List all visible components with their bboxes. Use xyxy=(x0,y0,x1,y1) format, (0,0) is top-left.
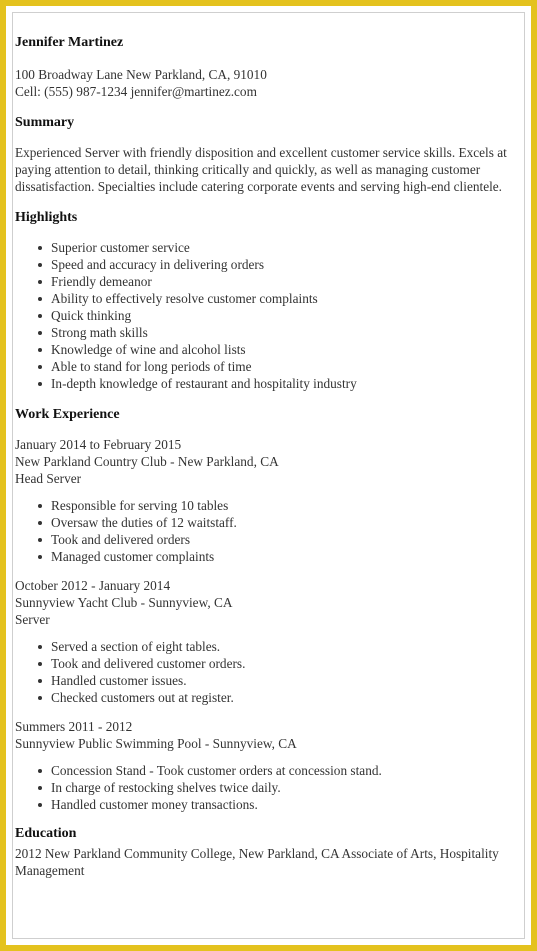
resume-content xyxy=(15,34,525,879)
job-dates: January 2014 to February 2015 xyxy=(15,437,182,452)
list-item: Handled customer issues. xyxy=(51,672,525,689)
summary-heading: Summary xyxy=(15,115,75,130)
education-section xyxy=(15,825,525,879)
list-item: Took and delivered orders xyxy=(51,531,525,548)
list-item: Concession Stand - Took customer orders at concession stand. xyxy=(51,762,525,779)
job-duties xyxy=(15,638,525,706)
job-dates: October 2012 - January 2014 xyxy=(15,578,171,593)
list-item: Managed customer complaints xyxy=(51,548,525,565)
education-heading: Education xyxy=(15,826,77,841)
job-title: Server xyxy=(15,612,50,627)
job-employer: Sunnyview Yacht Club - Sunnyview, CA xyxy=(15,595,233,610)
highlights-list xyxy=(15,239,525,392)
education-text: 2012 New Parkland Community College, New Parkland, CA Associate of Arts, Hospitality Management xyxy=(15,846,499,878)
job-entry xyxy=(15,436,525,565)
list-item: Served a section of eight tables. xyxy=(51,638,525,655)
address-line: 100 Broadway Lane New Parkland, CA, 91010 xyxy=(15,67,267,82)
job-duties xyxy=(15,497,525,565)
contact-line: Cell: (555) 987-1234 jennifer@martinez.com xyxy=(15,84,257,99)
candidate-name: Jennifer Martinez xyxy=(15,35,124,50)
list-item: Oversaw the duties of 12 waitstaff. xyxy=(51,514,525,531)
list-item: In charge of restocking shelves twice daily. xyxy=(51,779,525,796)
list-item: Handled customer money transactions. xyxy=(51,796,525,813)
job-entry xyxy=(15,577,525,706)
list-item: Knowledge of wine and alcohol lists xyxy=(51,341,525,358)
list-item: Strong math skills xyxy=(51,324,525,341)
list-item: Able to stand for long periods of time xyxy=(51,358,525,375)
work-heading: Work Experience xyxy=(15,407,120,422)
job-entry xyxy=(15,718,525,813)
job-employer: Sunnyview Public Swimming Pool - Sunnyview, CA xyxy=(15,736,297,751)
list-item: Superior customer service xyxy=(51,239,525,256)
job-employer: New Parkland Country Club - New Parkland, CA xyxy=(15,454,279,469)
list-item: Checked customers out at register. xyxy=(51,689,525,706)
list-item: Took and delivered customer orders. xyxy=(51,655,525,672)
highlights-heading: Highlights xyxy=(15,210,78,225)
job-dates: Summers 2011 - 2012 xyxy=(15,719,133,734)
list-item: Responsible for serving 10 tables xyxy=(51,497,525,514)
summary-text: Experienced Server with friendly disposition and excellent customer service skills. Excels at paying attention to detail, thinking critically and quickly, as well as managing customer dissatisfaction. Specialties include catering corporate events and serving high-end clientele. xyxy=(15,145,507,194)
job-title: Head Server xyxy=(15,471,82,486)
list-item: In-depth knowledge of restaurant and hospitality industry xyxy=(51,375,525,392)
list-item: Ability to effectively resolve customer complaints xyxy=(51,290,525,307)
list-item: Quick thinking xyxy=(51,307,525,324)
list-item: Speed and accuracy in delivering orders xyxy=(51,256,525,273)
list-item: Friendly demeanor xyxy=(51,273,525,290)
job-duties xyxy=(15,762,525,813)
